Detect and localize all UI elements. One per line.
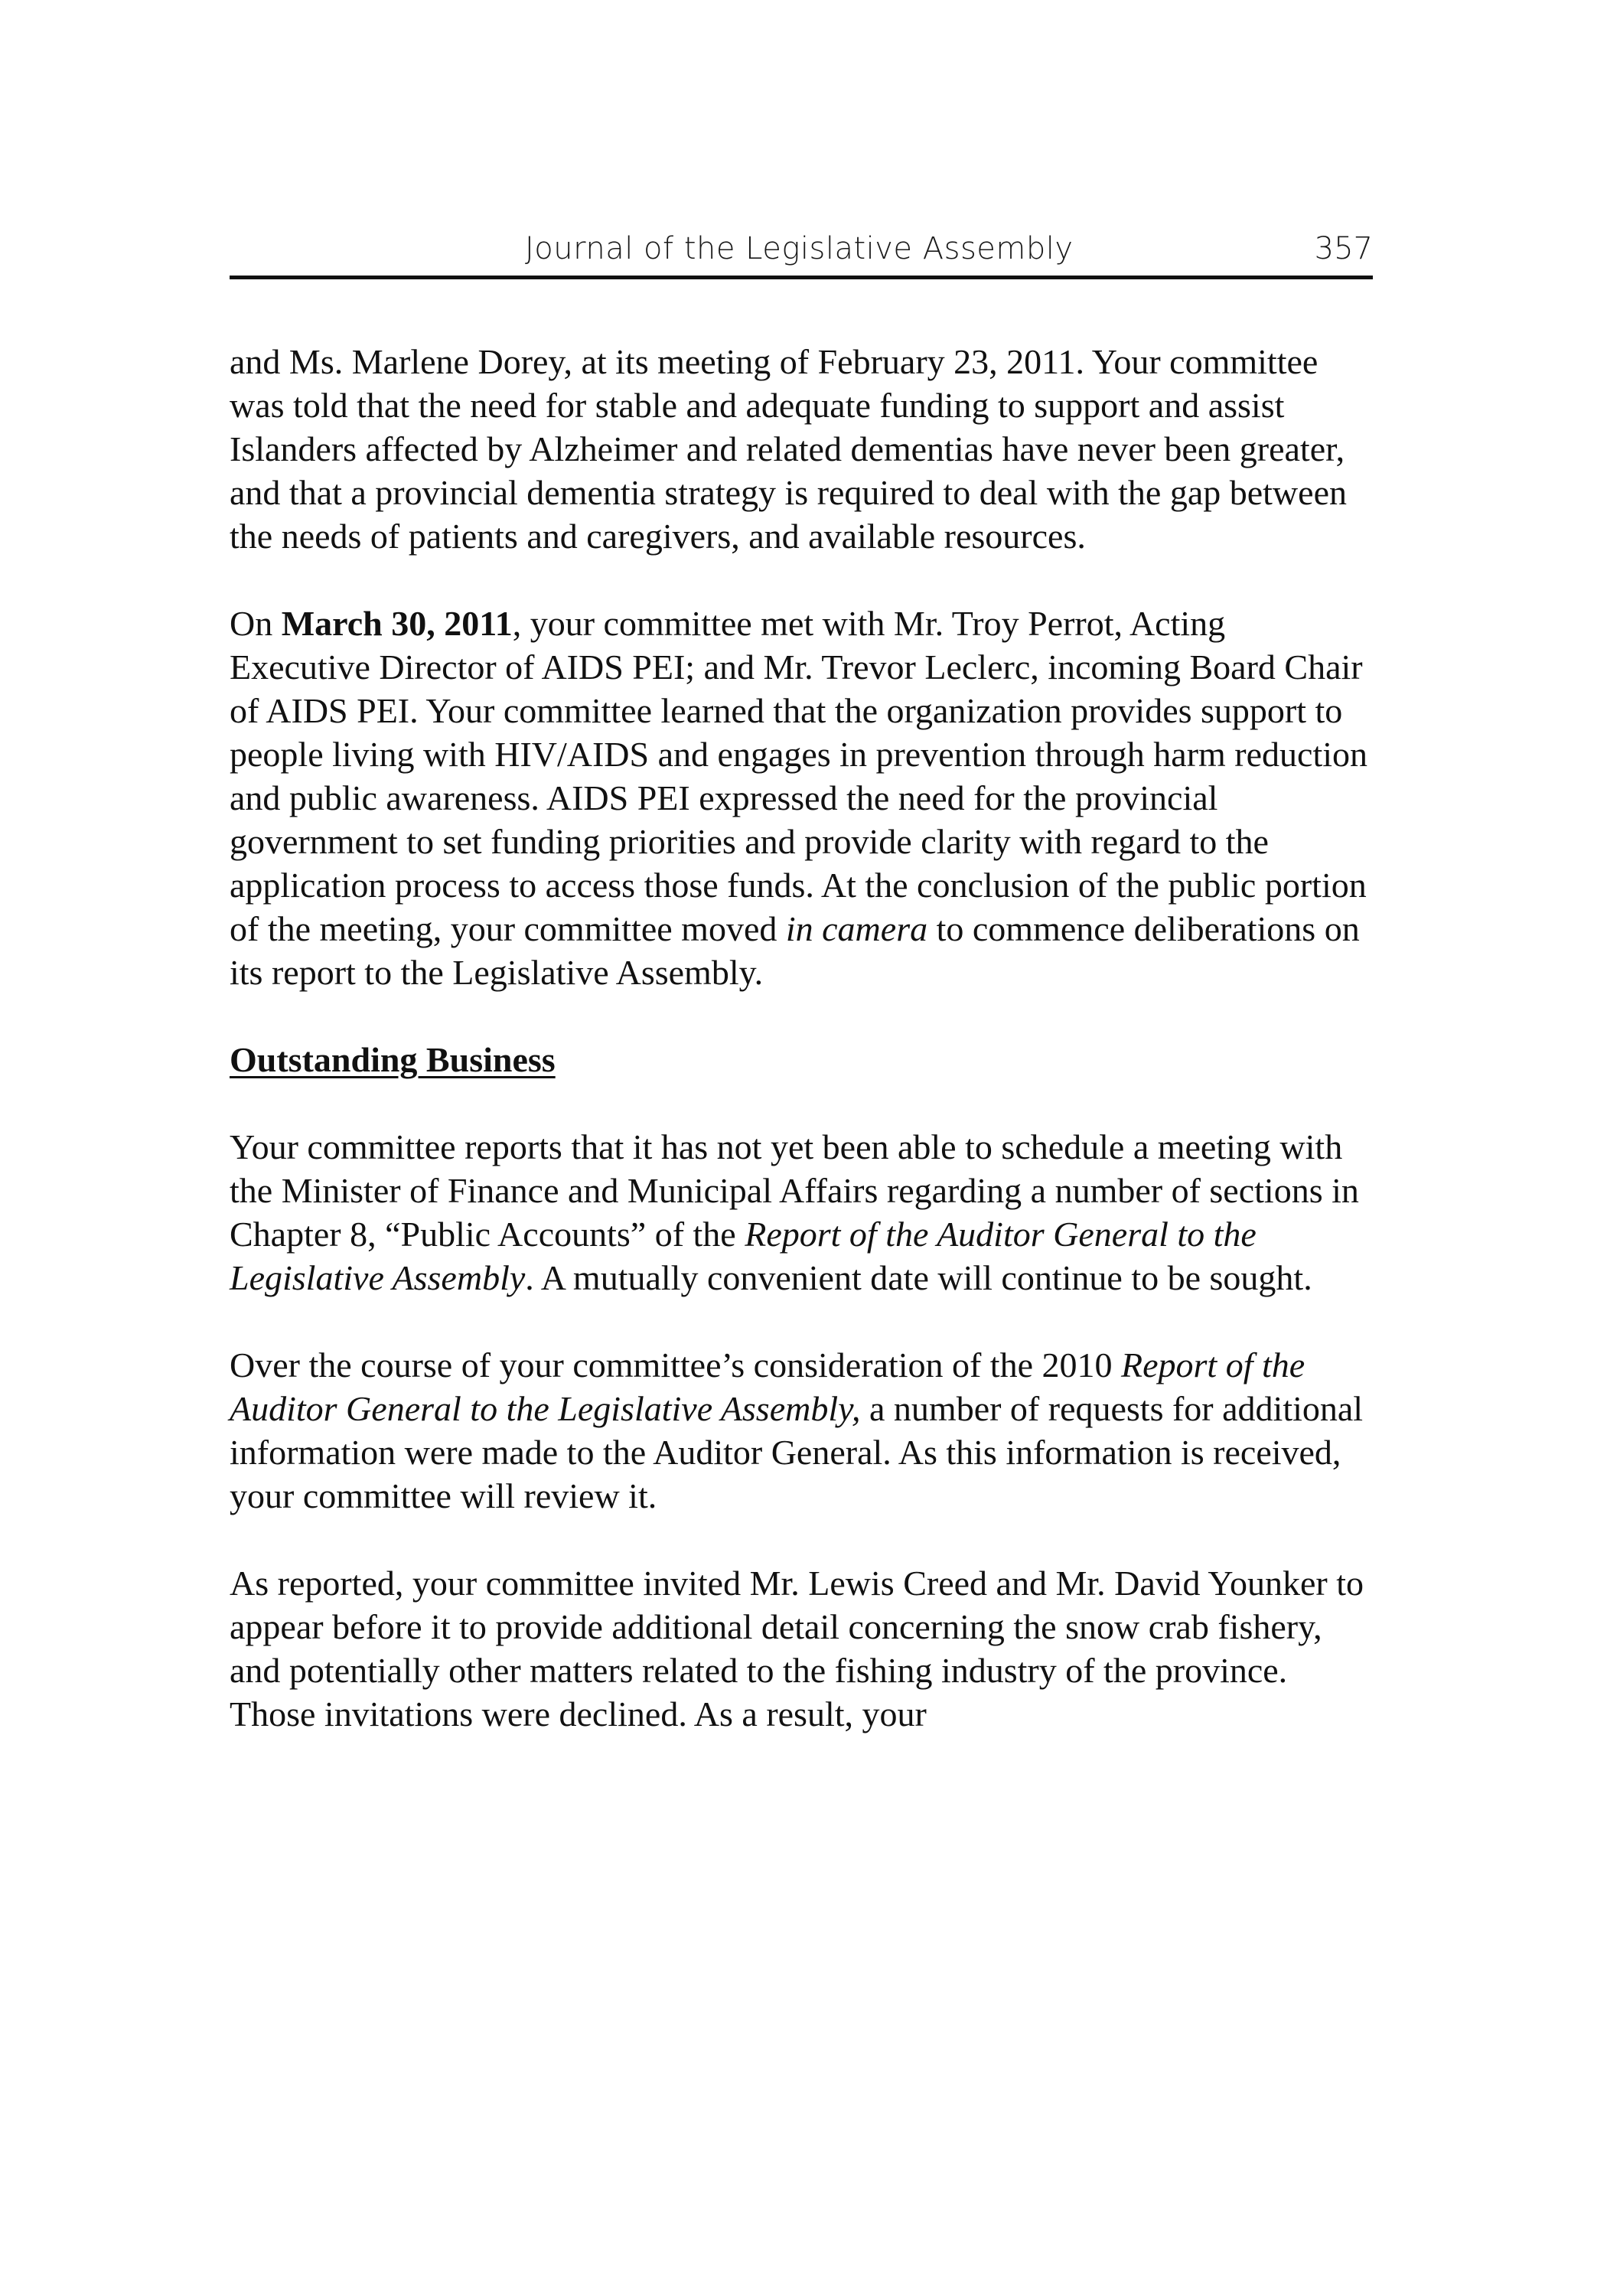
page-number: 357 [1314,231,1373,266]
in-camera-term: in camera [785,909,928,948]
paragraph-3 [230,1125,1373,1300]
paragraph-2-part-b: to commence deliberations on its report to the Legislative Assembly. [230,909,1360,992]
paragraph-4 [230,1343,1373,1518]
running-header [230,227,1373,279]
journal-title: Journal of the Legislative Assembly [525,231,1074,266]
paragraph-2-lead: On [230,604,282,643]
paragraph-3-part-b: . A mutually convenient date will continue to be sought. [525,1258,1312,1297]
paragraph-5 [230,1561,1373,1736]
paragraph-4-part-a: Over the course of your committee’s consideration of the 2010 [230,1345,1122,1384]
paragraph-1 [230,340,1373,558]
paragraph-4-part-b: a number of requests for additional information were made to the Auditor General. As this information is received, your committee will review it. [230,1389,1364,1515]
paragraph-3-part-a: Your committee reports that it has not yet been able to schedule a meeting with the Minister of Finance and Municipal Affairs regarding a number of sections in Chapter 8, “Public Accounts” of the [230,1127,1359,1254]
report-title-2010: Report of the Auditor General to the Legislative Assembly, [230,1345,1305,1428]
report-title: Report of the Auditor General to the Legislative Assembly [230,1215,1257,1297]
section-heading: Outstanding Business [230,1040,556,1079]
body-text [230,340,1373,1779]
paragraph-5-text: As reported, your committee invited Mr. Lewis Creed and Mr. David Younker to appear before it to provide additional detail concerning the snow crab fishery, and potentially other matters related to the fishing industry of the province. Those invitations were declined. As a result, your [230,1564,1364,1733]
paragraph-2-part-a: , your committee met with Mr. Troy Perrot, Acting Executive Director of AIDS PEI; and Mr. Trevor Leclerc, incoming Board Chair of AIDS PEI. Your committee learned that the organization provides support to people living with HIV/AIDS and engages in prevention through harm reduction and public awareness. AIDS PEI expressed the need for the provincial government to set funding priorities and provide clarity with regard to the application process to access those funds. At the conclusion of the public portion of the meeting, your committee moved [230,604,1368,948]
meeting-date: March 30, 2011 [281,604,513,643]
paragraph-2 [230,602,1373,994]
section-heading-paragraph [230,1038,1373,1081]
paragraph-1-text: and Ms. Marlene Dorey, at its meeting of February 23, 2011. Your committee was told that the need for stable and adequate funding to support and assist Islanders affected by Alzheimer and related dementias have never been greater, and that a provincial dementia strategy is required to deal with the gap between the needs of patients and caregivers, and available resources. [230,342,1347,556]
